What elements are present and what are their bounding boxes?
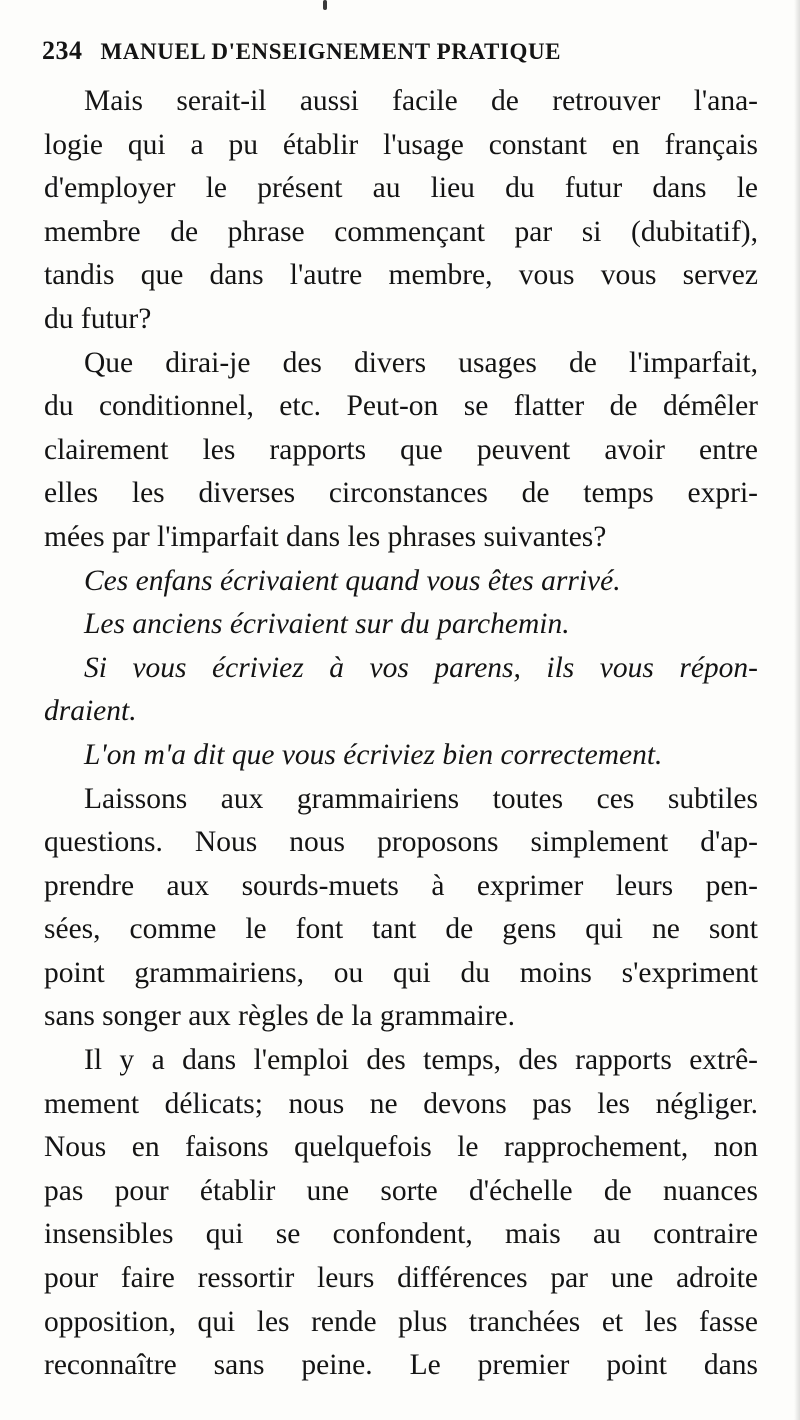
- text-line: Il y a dans l'emploi des temps, des rapports extrê-: [84, 1044, 758, 1077]
- example-sentence: draient.: [44, 695, 137, 728]
- text-line: Que dirai-je des divers usages de l'imparfait,: [84, 346, 758, 379]
- text-line: Mais serait-il aussi facile de retrouver l'ana-: [84, 85, 758, 117]
- text-line: insensibles qui se confondent, mais au contraire: [44, 1218, 758, 1251]
- text-line: mement délicats; nous ne devons pas les négliger.: [44, 1087, 758, 1120]
- page-edge-shadow: [794, 0, 800, 1420]
- example-sentence: Les anciens écrivaient sur du parchemin.: [84, 608, 570, 641]
- text-line: point grammairiens, ou qui du moins s'expriment: [44, 956, 758, 989]
- text-line: pas pour établir une sorte d'échelle de nuances: [44, 1174, 758, 1207]
- text-line: sans songer aux règles de la grammaire.: [44, 1000, 516, 1033]
- text-line: logie qui a pu établir l'usage constant en français: [44, 128, 758, 161]
- text-line: prendre aux sourds-muets à exprimer leurs pen-: [44, 869, 758, 902]
- example-sentence: L'on m'a dit que vous écriviez bien correctement.: [84, 738, 663, 771]
- text-line: reconnaître sans peine. Le premier point dans: [44, 1349, 758, 1382]
- body-text: [44, 80, 758, 1388]
- text-line: membre de phrase commençant par si (dubitatif),: [44, 215, 758, 248]
- text-line: mées par l'imparfait dans les phrases suivantes?: [44, 520, 607, 553]
- text-line: Laissons aux grammairiens toutes ces subtiles: [84, 782, 758, 815]
- text-line: pour faire ressortir leurs différences par une adroite: [44, 1262, 758, 1295]
- text-line: tandis que dans l'autre membre, vous vous servez: [44, 259, 758, 292]
- text-line: d'employer le présent au lieu du futur dans le: [44, 172, 758, 205]
- text-line: elles les diverses circonstances de temps expri-: [44, 477, 758, 510]
- example-sentence: Si vous écriviez à vos parens, ils vous répon-: [84, 651, 758, 684]
- example-sentence: Ces enfans écrivaient quand vous êtes arrivé.: [84, 564, 621, 597]
- text-line: du conditionnel, etc. Peut-on se flatter de démêler: [44, 390, 758, 423]
- text-line: questions. Nous nous proposons simplement d'ap-: [44, 826, 758, 859]
- page-number: 234: [42, 36, 83, 65]
- text-line: sées, comme le font tant de gens qui ne sont: [44, 913, 758, 946]
- text-line: clairement les rapports que peuvent avoir entre: [44, 433, 758, 466]
- text-line: Nous en faisons quelquefois le rapprochement, non: [44, 1131, 758, 1164]
- running-head: [42, 36, 762, 70]
- text-line: opposition, qui les rende plus tranchées et les fasse: [44, 1305, 758, 1338]
- text-line: du futur?: [44, 302, 152, 335]
- print-mark: [323, 0, 327, 10]
- running-head-title: MANUEL D'ENSEIGNEMENT PRATIQUE: [100, 39, 562, 64]
